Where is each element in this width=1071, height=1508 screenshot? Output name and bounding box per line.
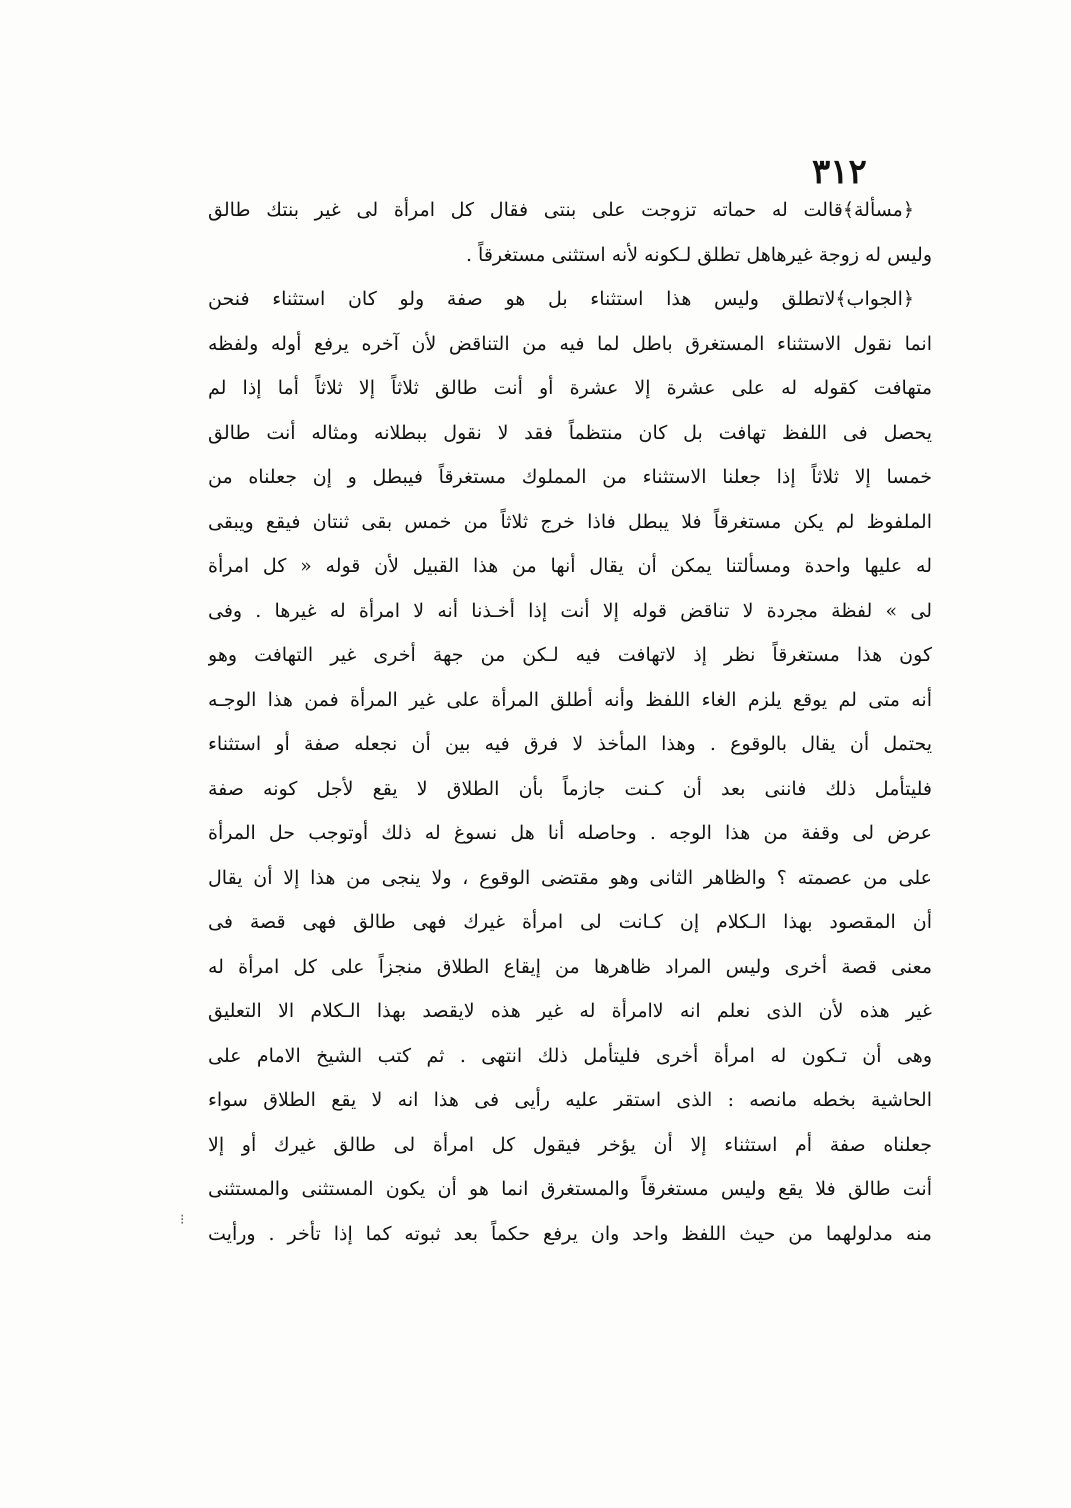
text-line: وهى أن تـكون له امرأة أخرى فليتأمل ذلك انتهى . ثم كتب الشيخ الامام على [208, 1044, 932, 1067]
text-line: أنت طالق فلا يقع وليس مستغرقاً والمستغرق انما هو أن يكون المستثنى والمستثنى [208, 1178, 932, 1200]
text-line: الحاشية بخطه مانصه : الذى استقر عليه رأيى فى هذا انه لا يقع الطلاق سواء [208, 1089, 932, 1111]
text-line: غير هذه لأن الذى نعلم انه لاامرأة له غير هذه لايقصد بهذا الـكلام الا التعليق [208, 1000, 932, 1022]
text-line: معنى قصة أخرى وليس المراد ظاهرها من إيقاع الطلاق منجزاً على كل امرأة له [208, 955, 932, 978]
text-line: عرض لى وقفة من هذا الوجه . وحاصله أنا هل نسوغ له ذلك أوتوجب حل المرأة [208, 822, 932, 844]
text-line: جعلناه صفة أم استثناء إلا أن يؤخر فيقول كل امرأة لى طالق غيرك أو إلا [208, 1133, 932, 1156]
text-line: فليتأمل ذلك فاننى بعد أن كـنت جازماً بأن الطلاق لا يقع لأجل كونه صفة [208, 777, 932, 800]
text-line: انما نقول الاستثناء المستغرق باطل لما فيه من التناقض لأن آخره يرفع أوله ولفظه [208, 332, 932, 355]
text-line: ﴿مسألة﴾قالت له حماته تزوجت على بنتى فقال كل امرأة لى غير بنتك طالق [208, 199, 914, 221]
text-line: يحصل فى اللفظ تهافت بل كان منتظماً فقد لا نقول ببطلانه ومثاله أنت طالق [208, 421, 932, 444]
text-line: أن المقصود بهذا الـكلام إن كـانت لى امرأة غيرك فهى طالق فهى قصة فى [208, 911, 932, 933]
text-line: الملفوظ لم يكن مستغرقاً فلا يبطل فاذا خرج ثلاثاً من خمس بقى ثنتان فيقع ويبقى [208, 510, 932, 533]
text-line: منه مدلولهما من حيث اللفظ واحد وان يرفع حكماً بعد ثبوته كما إذا تأخر . ورأيت [208, 1222, 932, 1245]
page-number: ٣١٢ [812, 152, 867, 192]
text-line: لى » لفظة مجردة لا تناقض قوله إلا أنت إذا أخـذنا أنه لا امرأة له غيرها . وفى [208, 599, 932, 622]
text-line: أنه متى لم يوقع يلزم الغاء اللفظ وأنه أطلق المرأة على غير المرأة فمن هذا الوجـه [208, 688, 932, 711]
text-line: على من عصمته ؟ والظاهر الثانى وهو مقتضى الوقوع ، ولا ينجى من هذا إلا أن يقال [208, 866, 932, 889]
text-line: خمسا إلا ثلاثاً إذا جعلنا الاستثناء من المملوك مستغرقاً فيبطل و إن جعلناه من [208, 466, 932, 488]
text-line: يحتمل أن يقال بالوقوع . وهذا المأخذ لا فرق فيه بين أن نجعله صفة أو استثناء [208, 733, 932, 755]
margin-mark: ⁝ [180, 1212, 185, 1228]
text-line: ﴿الجواب﴾لاتطلق وليس هذا استثناء بل هو صفة ولو كان استثناء فنحن [208, 288, 914, 310]
text-line: له عليها واحدة ومسألتنا يمكن أن يقال أنها من هذا القبيل لأن قوله « كل امرأة [208, 555, 932, 577]
text-line: كون هذا مستغرقاً نظر إذ لاتهافت فيه لـكن من جهة أخرى غير التهافت وهو [208, 644, 932, 666]
body-text [208, 188, 932, 1256]
text-line: وليس له زوجة غيرهاهل تطلق لـكونه لأنه استثنى مستغرقاً . [465, 243, 932, 266]
text-line: متهافت كقوله له على عشرة إلا عشرة أو أنت طالق ثلاثاً إلا ثلاثاً أما إذا لم [208, 377, 932, 399]
